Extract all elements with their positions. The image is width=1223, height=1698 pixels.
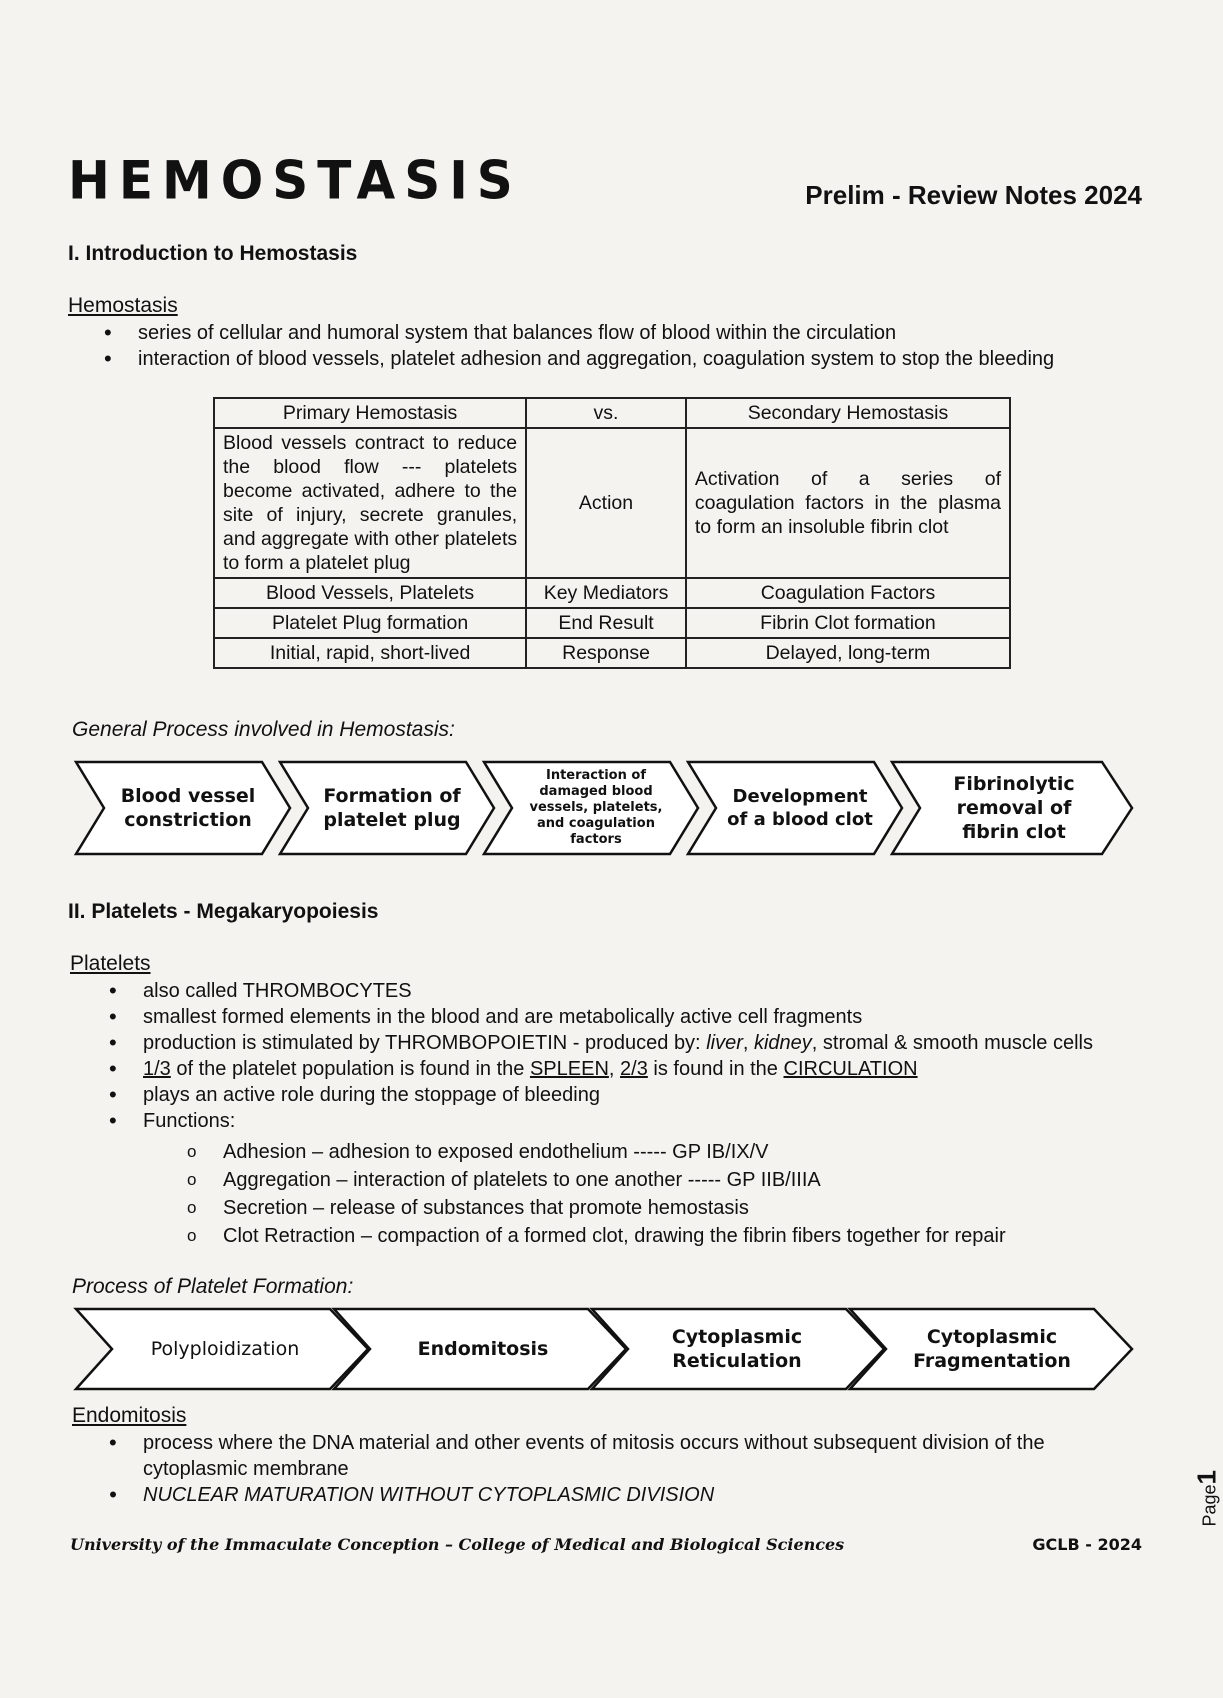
- table-row: [214, 578, 1010, 608]
- step-label: Formation of platelet plug: [323, 785, 461, 831]
- platelet-formation-label: Process of Platelet Formation:: [72, 1275, 354, 1298]
- table-cell: Delayed, long-term: [686, 638, 1010, 668]
- hemostasis-comparison-table: [213, 397, 1011, 669]
- general-process-flow: [72, 758, 1137, 858]
- list-item: • process where the DNA material and other events of mitosis occurs without subsequent division of the cytoplasmic membrane: [105, 1430, 1115, 1482]
- list-item: [105, 1030, 1185, 1056]
- list-item: o Clot Retraction – compaction of a formed clot, drawing the fibrin fibers together for repair: [191, 1222, 1185, 1250]
- step-label: Fibrinolytic removal of fibrin clot: [953, 773, 1075, 843]
- table-cell: Action: [526, 428, 686, 578]
- platelets-bullets: [105, 978, 1185, 1250]
- list-item: • interaction of blood vessels, platelet adhesion and aggregation, coagulation system to stop the bleeding: [100, 346, 1150, 372]
- general-process-label: General Process involved in Hemostasis:: [72, 718, 455, 741]
- text: ,: [608, 1058, 621, 1080]
- list-item: o Aggregation – interaction of platelets to one another ----- GP IIB/IIIA: [191, 1166, 1185, 1194]
- footer-institution: University of the Immaculate Conception – College of Medical and Biological Sciences: [70, 1535, 845, 1554]
- text: production is stimulated by THROMBOPOIETIN - produced by:: [143, 1032, 707, 1054]
- table-cell: Key Mediators: [526, 578, 686, 608]
- table-row: [214, 638, 1010, 668]
- step-label: Interaction of damaged blood vessels, platelets, and coagulation factors: [529, 768, 663, 847]
- table-cell: Blood vessels contract to reduce the blood flow --- platelets become activated, adhere to the site of injury, secrete granules, and aggregate with other platelets to form a platelet plug: [214, 428, 526, 578]
- text: Functions:: [143, 1110, 236, 1132]
- step-label: Blood vessel constriction: [120, 785, 256, 831]
- text: , stromal & smooth muscle cells: [811, 1032, 1093, 1054]
- term-hemostasis: Hemostasis: [68, 294, 178, 317]
- table-header: Primary Hemostasis: [214, 398, 526, 428]
- text: of the platelet population is found in the: [170, 1058, 530, 1080]
- page-number-value: 1: [1192, 1470, 1222, 1485]
- step-label: Cytoplasmic Reticulation: [671, 1326, 803, 1372]
- table-cell: Blood Vessels, Platelets: [214, 578, 526, 608]
- text: kidney: [753, 1032, 812, 1054]
- page-label: Page: [1200, 1484, 1220, 1527]
- platelet-formation-flow: [72, 1305, 1137, 1393]
- list-item: • smallest formed elements in the blood and are metabolically active cell fragments: [105, 1004, 1185, 1030]
- text: 1/3: [143, 1058, 171, 1080]
- page-subtitle: Prelim - Review Notes 2024: [805, 180, 1142, 210]
- text: is found in the: [647, 1058, 784, 1080]
- text: SPLEEN: [529, 1058, 609, 1080]
- list-item: • series of cellular and humoral system that balances flow of blood within the circulation: [100, 320, 1150, 346]
- table-header: vs.: [526, 398, 686, 428]
- step-label: Development of a blood clot: [727, 786, 873, 830]
- list-item: • also called THROMBOCYTES: [105, 978, 1185, 1004]
- step-label: Polyploidization: [150, 1338, 300, 1360]
- table-cell: Coagulation Factors: [686, 578, 1010, 608]
- hemostasis-bullets: [100, 320, 1150, 372]
- table-cell: Initial, rapid, short-lived: [214, 638, 526, 668]
- step-label: Cytoplasmic Fragmentation: [913, 1326, 1071, 1372]
- term-platelets: Platelets: [70, 952, 151, 975]
- table-cell: Response: [526, 638, 686, 668]
- term-endomitosis: Endomitosis: [72, 1404, 187, 1427]
- page-title: HEMOSTASIS: [68, 150, 522, 211]
- footer-code: GCLB - 2024: [1032, 1535, 1142, 1554]
- text: 2/3: [620, 1058, 648, 1080]
- table-cell: End Result: [526, 608, 686, 638]
- table-cell: Fibrin Clot formation: [686, 608, 1010, 638]
- list-item: o Adhesion – adhesion to exposed endothelium ----- GP IB/IX/V: [191, 1138, 1185, 1166]
- table-cell: Activation of a series of coagulation factors in the plasma to form an insoluble fibrin clot: [686, 428, 1010, 578]
- table-row: [214, 428, 1010, 578]
- table-cell: Platelet Plug formation: [214, 608, 526, 638]
- list-item: • plays an active role during the stoppage of bleeding: [105, 1082, 1185, 1108]
- page-number: [1192, 1470, 1223, 1527]
- text: ,: [742, 1032, 754, 1054]
- table-header: Secondary Hemostasis: [686, 398, 1010, 428]
- section-heading-introduction: I. Introduction to Hemostasis: [68, 242, 358, 265]
- endomitosis-bullets: [105, 1430, 1115, 1508]
- table-row: [214, 608, 1010, 638]
- text: liver: [706, 1032, 743, 1054]
- list-item: • NUCLEAR MATURATION WITHOUT CYTOPLASMIC DIVISION: [105, 1482, 1115, 1508]
- list-item: [105, 1108, 1185, 1250]
- functions-list: [191, 1138, 1185, 1250]
- text: CIRCULATION: [783, 1058, 918, 1080]
- list-item: o Secretion – release of substances that promote hemostasis: [191, 1194, 1185, 1222]
- table-header-row: [214, 398, 1010, 428]
- step-label: Endomitosis: [417, 1338, 549, 1360]
- section-heading-platelets: II. Platelets - Megakaryopoiesis: [68, 900, 379, 923]
- list-item: [105, 1056, 1185, 1082]
